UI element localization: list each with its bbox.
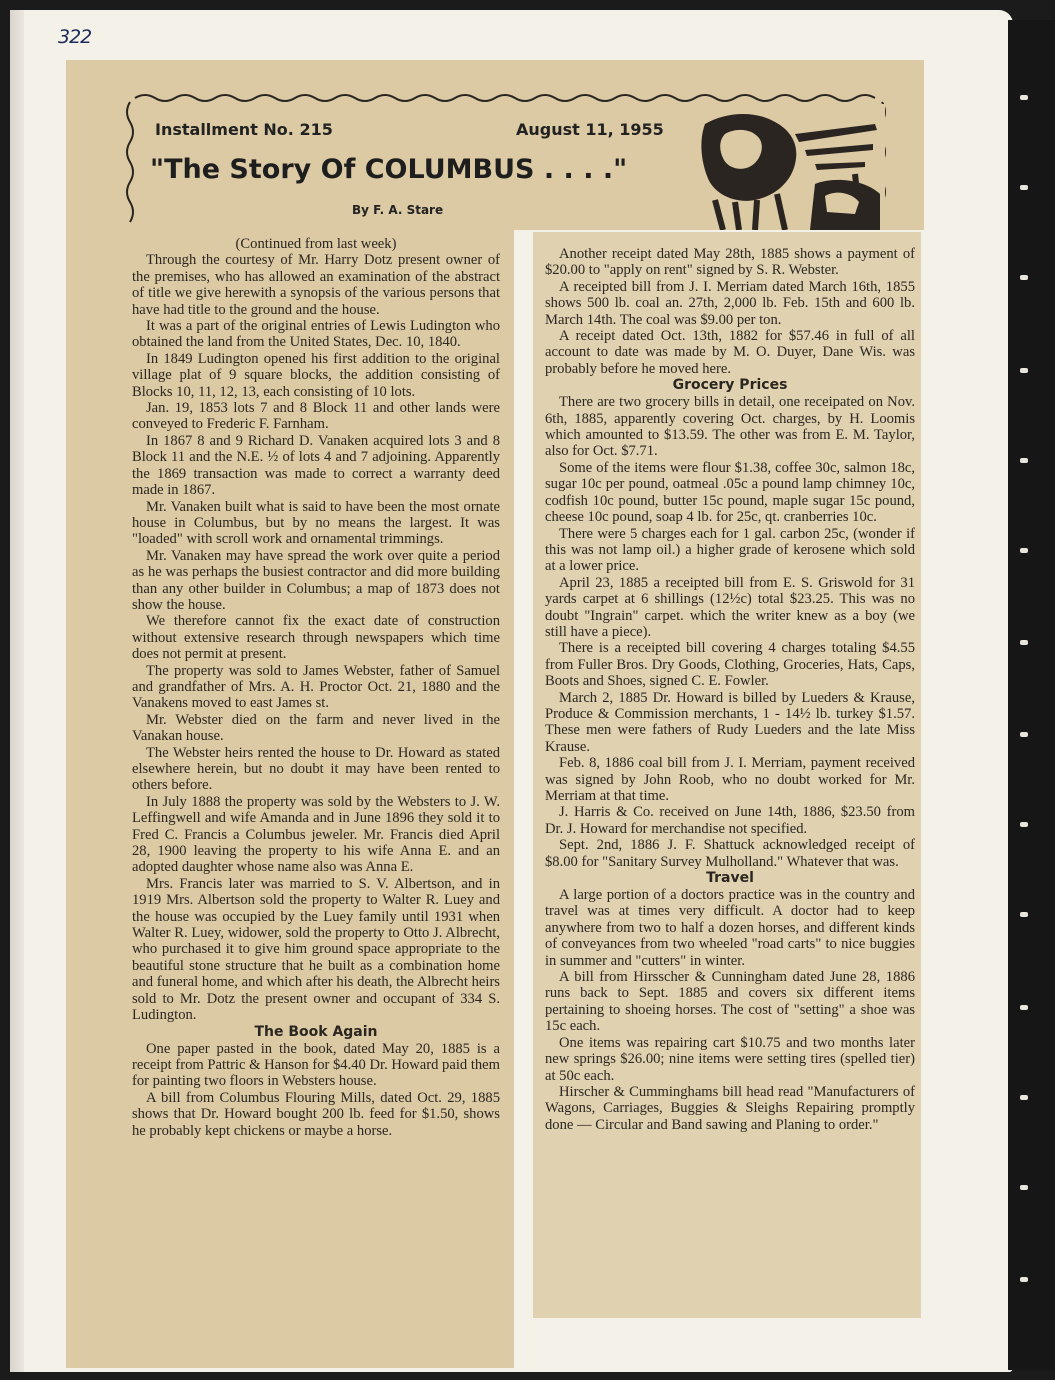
page-number: 322: [58, 26, 92, 48]
paragraph: It was a part of the original entries of Lewis Ludington who obtained the land from the United States, Dec. 10, 1840.: [132, 318, 500, 351]
paragraph: We therefore cannot fix the exact date of construction without extensive research through newspapers which time does not permit at present.: [132, 613, 500, 663]
paragraph: J. Harris & Co. received on June 14th, 1886, $23.50 from Dr. J. Howard for merchandise not specified.: [545, 804, 915, 837]
article-title: "The Story Of COLUMBUS . . . .": [150, 154, 628, 185]
paragraph: One paper pasted in the book, dated May 20, 1885 is a receipt from Pattric & Hanson for $4.40 Dr. Howard paid them for painting two floors in Websters house.: [132, 1040, 500, 1090]
paragraph: Feb. 8, 1886 coal bill from J. I. Merriam, payment received was signed by John Roob, who no doubt worked for Mr. Merriam at that time.: [545, 755, 915, 804]
paragraph: The Webster heirs rented the house to Dr. Howard as stated elsewhere herein, but no doubt it may have been rented to others before.: [132, 744, 500, 794]
binder-ring-marker: [1020, 548, 1028, 553]
binder-ring-marker: [1020, 1095, 1028, 1100]
binder-ring-marker: [1020, 732, 1028, 737]
paragraph: Mr. Vanaken built what is said to have been the most ornate house in Columbus, but by no means the largest. It was "loaded" with scroll work and ornamental trimmings.: [132, 498, 500, 548]
article-column-left: [132, 236, 500, 1139]
continued-note: (Continued from last week): [235, 236, 397, 252]
binder-ring-marker: [1020, 1277, 1028, 1282]
paragraph: A bill from Hirsscher & Cunningham dated June 28, 1886 runs back to Sept. 1885 and covers six different items pertaining to shoeing horses. The cost of "setting" a shoe was 15c each.: [545, 969, 915, 1035]
paragraph: Some of the items were flour $1.38, coffee 30c, salmon 18c, sugar 10c per pound, oatmeal .05c a pound lamp chimney 10c, codfish 10c pound, butter 15c pound, maple sugar 15c pound, cheese 10c pound, soap 4 lb. for 25c, qt. cranberries 10c.: [545, 459, 915, 526]
paragraph: Jan. 19, 1853 lots 7 and 8 Block 11 and other lands were conveyed to Frederic F. Farnham.: [132, 400, 500, 433]
paragraph: Mrs. Francis later was married to S. V. Albertson, and in 1919 Mrs. Albertson sold the property to Walter R. Luey and the house was occupied by the Luey family until 1931 when Walter R. Luey, widower, sold the property to Otto J. Albrecht, who purchased it to give him ground space appropriate to the beautiful stone structure that he built as a combination home and funeral home, and which after his death, the Albrecht heirs sold to Mr. Dotz the present owner and occupant of 334 S. Ludington.: [132, 875, 500, 1024]
binder-tab-strip: [1008, 20, 1055, 1370]
paragraph: A bill from Columbus Flouring Mills, dated Oct. 29, 1885 shows that Dr. Howard bought 200 lb. feed for $1.50, shows he probably kept chickens or maybe a horse.: [132, 1089, 500, 1139]
binder-ring-marker: [1020, 275, 1028, 280]
section-heading-grocery-prices: Grocery Prices: [672, 377, 788, 394]
binder-ring-marker: [1020, 1185, 1028, 1190]
binder-ring-marker: [1020, 95, 1028, 100]
section-heading-book-again: The Book Again: [254, 1023, 378, 1040]
paragraph: April 23, 1885 a receipted bill from E. S. Griswold for 31 yards carpet at 6 shillings (12½c) total $23.25. This was no doubt "Ingrain" carpet. which the writer knew as a boy (we still have a piece).: [545, 574, 915, 640]
binder-ring-marker: [1020, 458, 1028, 463]
binder-ring-marker: [1020, 912, 1028, 917]
article-header: [120, 90, 890, 230]
page-edge: [10, 10, 24, 1372]
binder-ring-marker: [1020, 640, 1028, 645]
paragraph: In 1867 8 and 9 Richard D. Vanaken acquired lots 3 and 8 Block 11 and the N.E. ½ of lots 4 and 7 adjoining. Apparently the 1869 transaction was made to correct a warranty deed made in 1867.: [132, 432, 500, 499]
section-heading-travel: Travel: [706, 870, 754, 887]
binder-ring-marker: [1020, 1005, 1028, 1010]
paragraph: There were 5 charges each for 1 gal. carbon 25c, (wonder if this was not lamp oil.) a higher grade of kerosene which sold at a lower price.: [545, 525, 915, 575]
paragraph: Hirscher & Cumminghams bill head read "Manufacturers of Wagons, Carriages, Buggies & Sleighs Repairing promptly done — Circular and Band sawing and Planing to order.": [545, 1083, 915, 1133]
binder-ring-marker: [1020, 185, 1028, 190]
binder-ring-marker: [1020, 822, 1028, 827]
paragraph: In 1849 Ludington opened his first addition to the original village plat of 9 square blocks, the addition consisting of Blocks 10, 11, 12, 13, each consisting of 10 lots.: [132, 350, 500, 400]
paragraph: There is a receipted bill covering 4 charges totaling $4.55 from Fuller Bros. Dry Goods, Clothing, Groceries, Hats, Caps, Boots and Shoes, signed C. E. Fowler.: [545, 640, 915, 690]
woodcut-horse-illustration: [695, 104, 885, 230]
paragraph: A large portion of a doctors practice was in the country and travel was at times very difficult. A doctor had to keep anywhere from two to half a dozen horses, and different kinds of conveyances from two wheeled "road carts" to nice buggies in summer and "cutters" in winter.: [545, 887, 915, 969]
paragraph: Through the courtesy of Mr. Harry Dotz present owner of the premises, who has allowed an examination of the abstract of title we give herewith a synopsis of the various persons that have had title to the ground and the house.: [132, 252, 500, 318]
binder-ring-marker: [1020, 368, 1028, 373]
paragraph: The property was sold to James Webster, father of Samuel and grandfather of Mrs. A. H. Proctor Oct. 21, 1880 and the Vanakens moved to east James st.: [132, 662, 500, 712]
paragraph: Mr. Webster died on the farm and never lived in the Vanakan house.: [132, 711, 500, 745]
paragraph: A receipted bill from J. I. Merriam dated March 16th, 1855 shows 500 lb. coal an. 27th, 2,000 lb. Feb. 15th and 600 lb. March 14th. The coal was $9.00 per ton.: [545, 278, 915, 328]
installment-number: Installment No. 215: [155, 120, 333, 139]
article-column-right: [545, 246, 915, 1133]
paragraph: A receipt dated Oct. 13th, 1882 for $57.46 in full of all account to date was made by M. O. Duyer, Dane Wis. was probably before he moved here.: [545, 328, 915, 377]
paragraph: Another receipt dated May 28th, 1885 shows a payment of $20.00 to "apply on rent" signed by S. R. Webster.: [545, 246, 915, 279]
paragraph: Mr. Vanaken may have spread the work over quite a period as he was perhaps the busiest contractor and did more building than any other builder in Columbus; a map of 1873 does not show the house.: [132, 547, 500, 613]
paragraph: March 2, 1885 Dr. Howard is billed by Lueders & Krause, Produce & Commission merchants, 1 - 14½ lb. turkey $1.57. These men were fathers of Rudy Lueders and the late Miss Krause.: [545, 689, 915, 755]
byline: By F. A. Stare: [352, 203, 444, 217]
paragraph: There are two grocery bills in detail, one receipated on Nov. 6th, 1885, apparently covering Oct. charges, by H. Loomis which amounted to $13.59. The other was from E. M. Taylor, also for Oct. $7.71.: [545, 394, 915, 460]
publication-date: August 11, 1955: [516, 120, 664, 139]
paragraph: In July 1888 the property was sold by the Websters to J. W. Leffingwell and wife Amanda and in June 1896 they sold it to Fred C. Francis a Columbus jeweler. Mr. Francis died April 28, 1900 leaving the property to his wife Anna E. and an adopted daughter whose name also was Anna E.: [132, 793, 500, 876]
paragraph: Sept. 2nd, 1886 J. F. Shattuck acknowledged receipt of $8.00 for "Sanitary Survey Mulholland." Whatever that was.: [545, 837, 915, 870]
paragraph: One items was repairing cart $10.75 and two months later new springs $26.00; nine items were setting tires (spelled tier) at 50c each.: [545, 1034, 915, 1084]
